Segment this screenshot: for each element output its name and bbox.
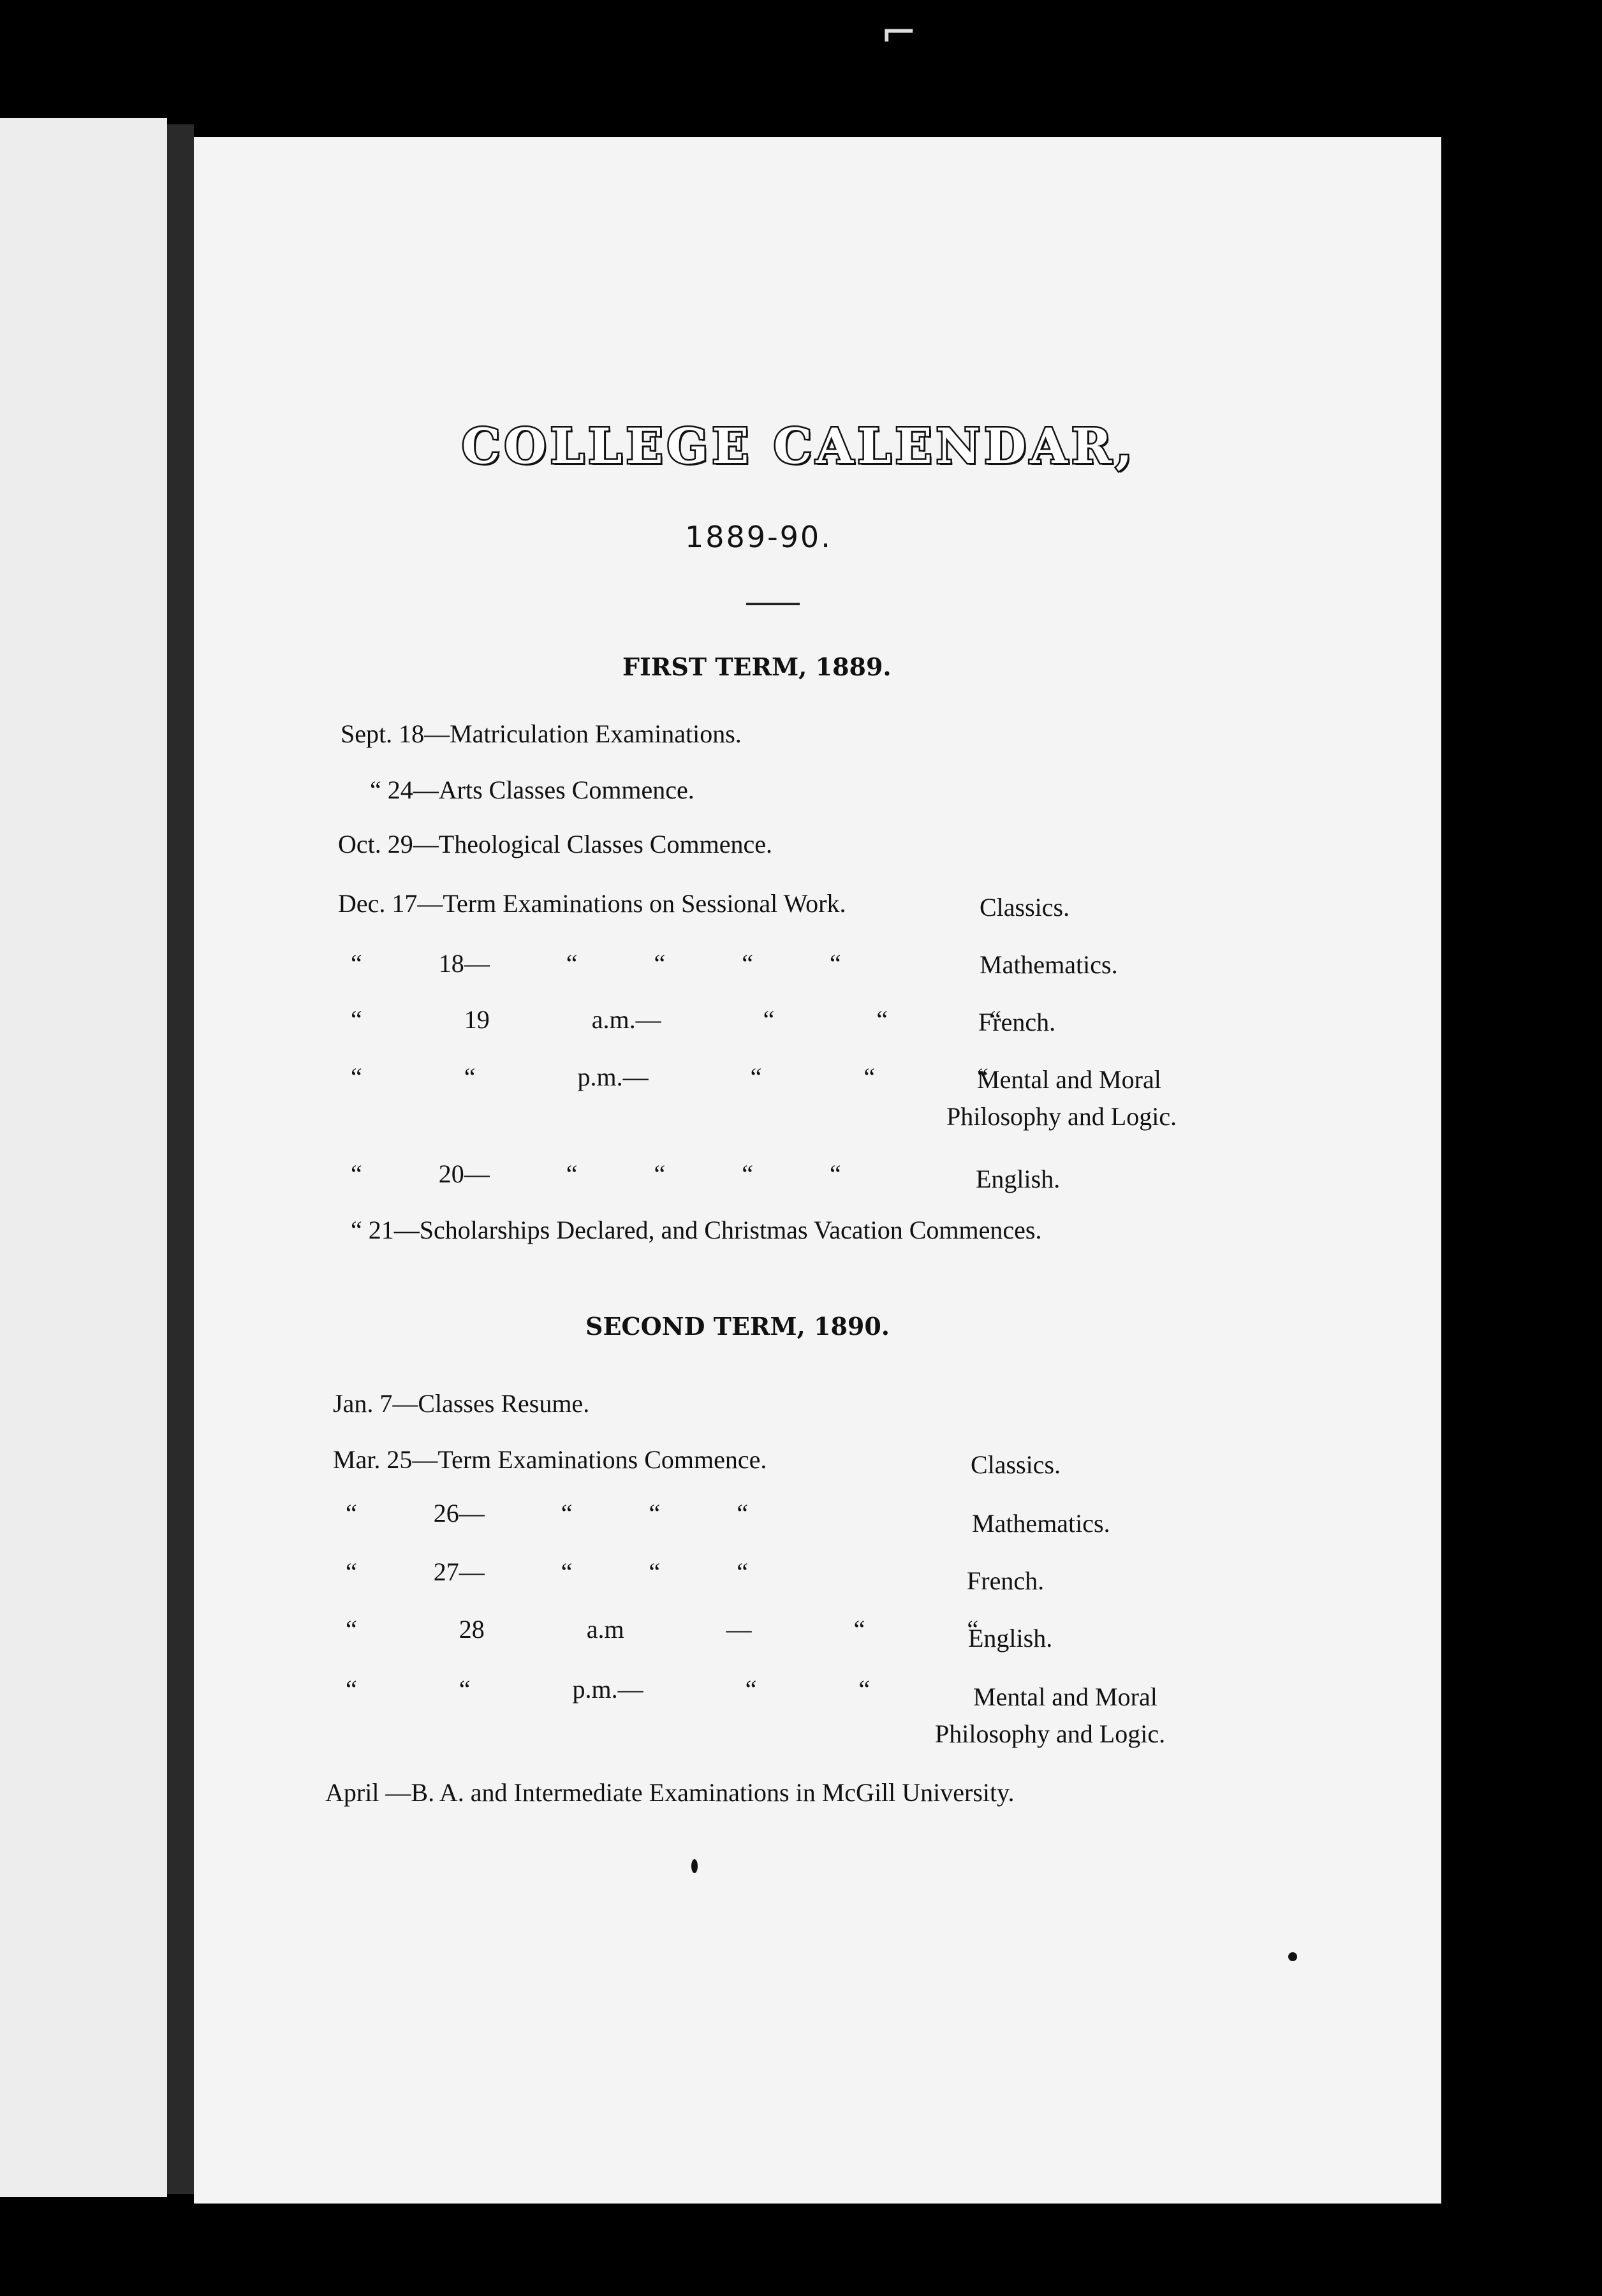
calendar-entry: “ 19 a.m.— “ “ “ <box>351 1005 1001 1034</box>
entry-subject: Classics. <box>980 893 1070 922</box>
film-mark: ⌐ <box>880 6 918 59</box>
entry-subject: English. <box>968 1624 1053 1652</box>
ink-speck <box>691 1859 698 1873</box>
facing-page-edge <box>0 118 167 2197</box>
calendar-entry: “ 26— “ “ “ <box>346 1499 749 1527</box>
calendar-entry: “ 21—Scholarships Declared, and Christmas Vacation Commences. <box>351 1216 1042 1244</box>
entry-subject-continued: Philosophy and Logic. <box>946 1102 1177 1131</box>
calendar-entry: Dec. 17—Term Examinations on Sessional Work. <box>338 889 846 918</box>
calendar-page <box>194 137 1441 2204</box>
entry-subject: Mental and Moral <box>973 1682 1157 1711</box>
calendar-entry: “ 28 a.m — “ “ <box>346 1615 979 1644</box>
entry-subject: Mathematics. <box>972 1509 1110 1538</box>
calendar-entry: April —B. A. and Intermediate Examinations in McGill University. <box>325 1778 1015 1807</box>
calendar-entry: “ “ p.m.— “ “ <box>346 1675 871 1704</box>
entry-subject: Mathematics. <box>980 950 1118 979</box>
page-title: COLLEGE CALENDAR, <box>462 418 1136 475</box>
first-term-heading: FIRST TERM, 1889. <box>622 652 892 681</box>
calendar-entry: Oct. 29—Theological Classes Commence. <box>338 830 772 858</box>
title-rule <box>746 603 800 605</box>
calendar-entry: “ 24—Arts Classes Commence. <box>370 776 694 804</box>
entry-subject: English. <box>976 1165 1061 1193</box>
ink-speck <box>1288 1952 1297 1961</box>
entry-subject: French. <box>978 1008 1056 1036</box>
second-term-heading: SECOND TERM, 1890. <box>585 1312 890 1341</box>
entry-subject: Mental and Moral <box>977 1065 1161 1094</box>
entry-subject-continued: Philosophy and Logic. <box>935 1719 1166 1748</box>
calendar-entry: Jan. 7—Classes Resume. <box>333 1389 590 1418</box>
book-spine <box>167 124 194 2194</box>
calendar-entry: “ “ p.m.— “ “ “ <box>351 1063 988 1091</box>
entry-subject: French. <box>967 1566 1045 1595</box>
calendar-entry: “ 27— “ “ “ <box>346 1557 749 1586</box>
entry-subject: Classics. <box>971 1450 1061 1479</box>
calendar-entry: “ 18— “ “ “ “ <box>351 949 841 978</box>
academic-year: 1889-90. <box>685 520 832 554</box>
calendar-entry: “ 20— “ “ “ “ <box>351 1159 841 1188</box>
calendar-entry: Mar. 25—Term Examinations Commence. <box>333 1445 767 1474</box>
calendar-entry: Sept. 18—Matriculation Examinations. <box>341 719 742 748</box>
